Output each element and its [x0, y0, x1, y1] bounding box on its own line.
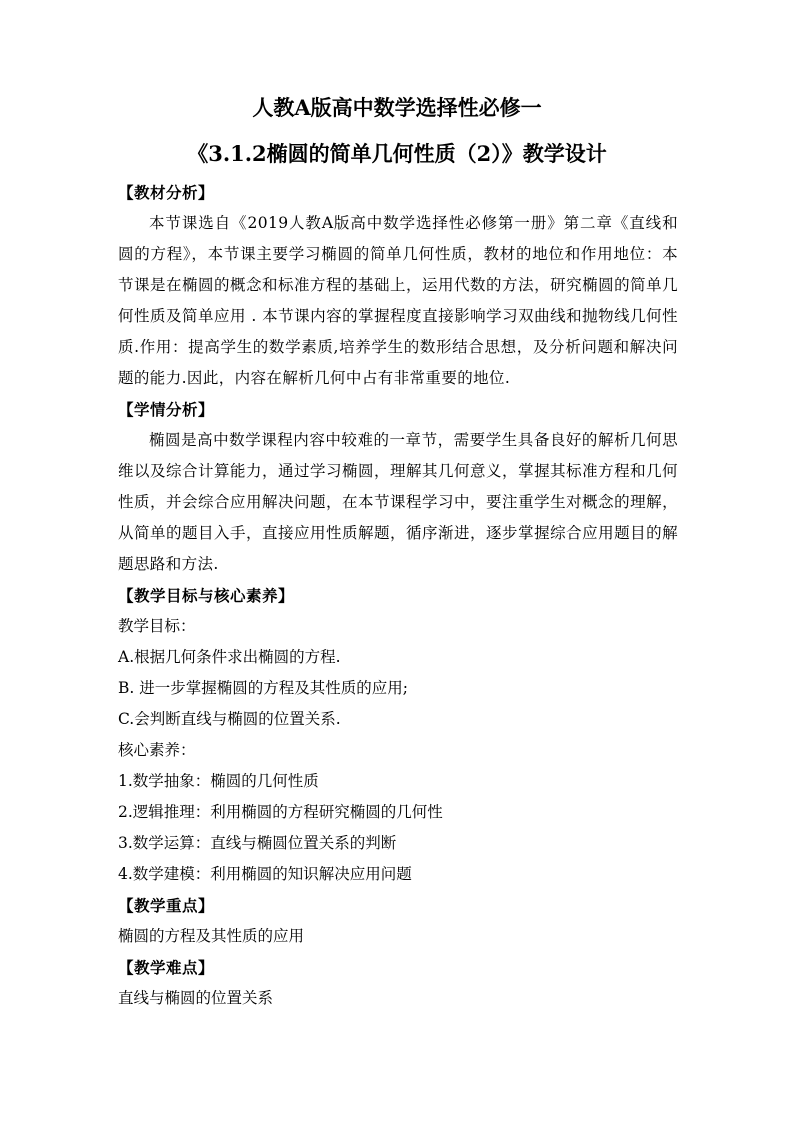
objective-item: B. 进一步掌握椭圆的方程及其性质的应用;: [118, 679, 408, 697]
section-heading-key-points: 【教学重点】: [118, 896, 215, 915]
key-point-text: 椭圆的方程及其性质的应用: [118, 927, 305, 945]
section-heading-difficulties: 【教学难点】: [118, 958, 215, 977]
core-literacy-item: 4.数学建模：利用椭圆的知识解决应用问题: [118, 865, 412, 883]
document-body: [118, 177, 678, 1014]
document-title-line-2: 《3.1.2椭圆的简单几何性质（2）》教学设计: [187, 141, 607, 166]
core-literacy-item: 3.数学运算：直线与椭圆位置关系的判断: [118, 834, 397, 852]
section-paragraph-student-analysis: 椭圆是高中数学课程内容中较难的一章节，需要学生具备良好的解析几何思维以及综合计算能力，通过学习椭圆，理解其几何意义，掌握其标准方程和几何性质，并会综合应用解决问题，在本节课程学习中，要注重学生对概念的理解，从简单的题目入手，直接应用性质解题，循序渐进，逐步掌握综合应用题目的解题思路和方法.: [118, 431, 678, 573]
core-literacy-item: 1.数学抽象：椭圆的几何性质: [118, 772, 319, 790]
difficulty-text: 直线与椭圆的位置关系: [118, 989, 274, 1007]
core-literacy-label: 核心素养：: [118, 741, 196, 759]
core-literacy-item: 2.逻辑推理：利用椭圆的方程研究椭圆的几何性: [118, 803, 443, 821]
objectives-label: 教学目标：: [118, 617, 196, 635]
section-heading-student-analysis: 【学情分析】: [118, 400, 215, 419]
objective-item: A.根据几何条件求出椭圆的方程.: [118, 648, 341, 666]
section-heading-textbook-analysis: 【教材分析】: [118, 183, 215, 202]
objective-item: C.会判断直线与椭圆的位置关系.: [118, 710, 341, 728]
document-title-line-1: 人教A版高中数学选择性必修一: [252, 95, 542, 120]
section-heading-objectives: 【教学目标与核心素养】: [118, 586, 295, 605]
section-paragraph-textbook-analysis: 本节课选自《2019人教A版高中数学选择性必修第一册》第二章《直线和圆的方程》，本节课主要学习椭圆的简单几何性质，教材的地位和作用地位：本节课是在椭圆的概念和标准方程的基础上，运用代数的方法，研究椭圆的简单几何性质及简单应用 . 本节课内容的掌握程度直接影响学习双曲线和抛物线几何性质.作用：提高学生的数学素质,培养学生的数形结合思想，及分析问题和解决问题的能力.因此，内容在解析几何中占有非常重要的地位.: [118, 214, 678, 387]
